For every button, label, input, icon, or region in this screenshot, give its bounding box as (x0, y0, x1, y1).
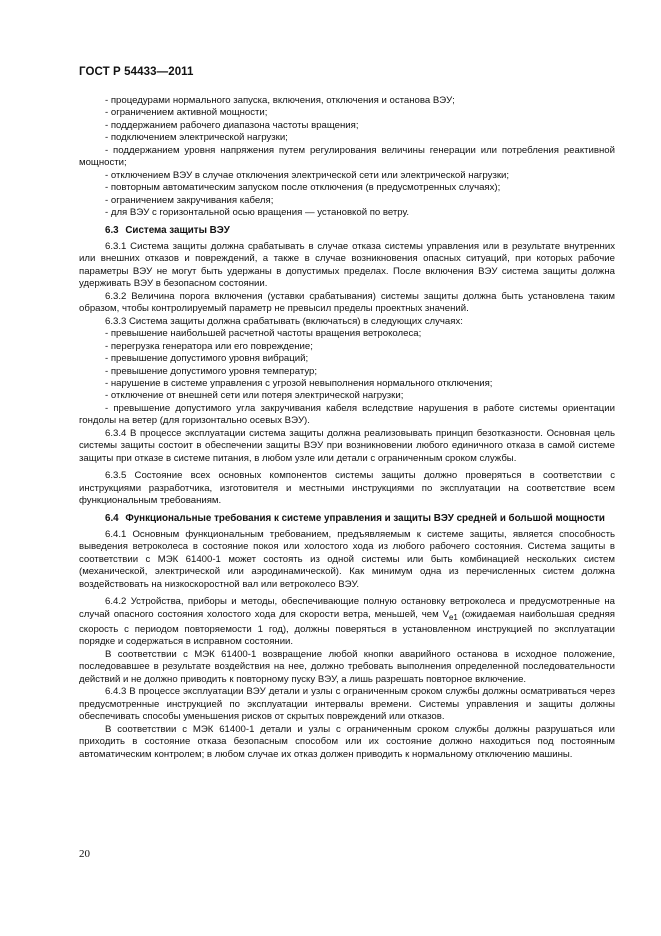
page-number: 20 (79, 848, 90, 860)
paragraph-6-3-1: 6.3.1 Система защиты должна срабатывать в случае отказа системы управления или в результате внутренних или внешних отказов и повреждений, а также в случае возникновения опасных ситуаций, при которых рабочие параметры ВЭУ не могут быть удержаны в допустимых пределах. После включения ВЭУ система защиты должна удерживать ВЭУ в безопасном состоянии. (79, 240, 615, 290)
list-item: - поддержанием рабочего диапазона частоты вращения; (105, 119, 359, 131)
list-item: - отключение от внешней сети или потеря электрической нагрузки; (105, 390, 404, 402)
subscript: e1 (448, 612, 458, 622)
paragraph-6-3-5: 6.3.5 Состояние всех основных компонентов системы защиты должно проверяться в соответствии с инструкциями разработчика, изготовителя и местными инструкциями по эксплуатации на соответствие всем функциональным требованиям. (79, 470, 615, 507)
list-item: - поддержанием уровня напряжения путем регулирования величины генерации или потребления реактивной мощности; (79, 144, 615, 169)
paragraph-6-4-3-note: В соответствии с МЭК 61400-1 детали и узлы с ограниченным сроком службы должны разрушаться или приходить в состояние отказа безопасным способом или их состояние должно находиться под постоянным автоматическим контролем; в любом случае их отказ должен приводить к нормальному отключению машины. (79, 723, 615, 760)
list-item: - превышение допустимого уровня вибраций; (105, 353, 309, 365)
section-heading-6-4 (79, 513, 615, 525)
paragraph-6-4-2-note: В соответствии с МЭК 61400-1 возвращение любой кнопки аварийного останова в исходное положение, последовавшее в результате воздействия на нее, должно требовать выполнения определенной последовательности действий и не должно приводить к повторному пуску ВЭУ, а лишь разрешать повторное включение. (79, 648, 615, 685)
list-item: - превышение допустимого уровня температур; (105, 365, 318, 377)
standard-header: ГОСТ Р 54433—2011 (79, 66, 194, 78)
list-item: - процедурами нормального запуска, включения, отключения и останова ВЭУ; (105, 95, 455, 106)
list-item: - нарушение в системе управления с угрозой невыполнения нормального отключения; (105, 377, 493, 389)
paragraph-6-4-2 (79, 596, 615, 649)
list-item: - ограничением активной мощности; (105, 107, 268, 119)
paragraph-6-3-2: 6.3.2 Величина порога включения (уставки срабатывания) системы защиты должна быть установлена таким образом, чтобы контролируемый параметр не превысил пределы проектных значений. (79, 290, 615, 315)
control-functions-list (79, 95, 615, 220)
paragraph-6-3-3: 6.3.3 Система защиты должна срабатывать (включаться) в следующих случаях: (105, 315, 463, 327)
list-item: - ограничением закручивания кабеля; (105, 194, 274, 206)
paragraph-6-3-4: 6.3.4 В процессе эксплуатации система защиты должна реализовывать принцип безотказности. Основная цель системы защиты состоит в обеспечении защиты ВЭУ при возникновении любого единичного отказа в самой системе защиты при отказе в системе питания, в любом узле или детали с ограниченным сроком службы. (79, 427, 615, 464)
list-item: - превышение наибольшей расчетной частоты вращения ветроколеса; (105, 328, 422, 340)
paragraph-6-4-3: 6.4.3 В процессе эксплуатации ВЭУ детали и узлы с ограниченным сроком службы должны осматриваться через предусмотренные инструкцией по эксплуатации интервалы времени. Системы управления и защиты должны обеспечивать способы уменьшения рисков от скрытых повреждений или отказов. (79, 686, 615, 723)
paragraph-text: 6.4.2 Устройства, приборы и методы, обеспечивающие полную остановку ветроколеса и предусмотренные на случай опасного состояния холостого хода для скорости ветра, меньшей, чем V (79, 596, 615, 620)
paragraph-text: (ожидаемая наибольшая средняя скорость с периодом повторяемости 1 год), должны поверяться в установленном инструкцией по эксплуатации порядке и содержаться в исправном состоянии. (79, 608, 615, 648)
protection-triggers-list (79, 328, 615, 428)
section-title: Система защиты ВЭУ (125, 224, 230, 236)
section-title: Функциональные требования к системе управления и защиты ВЭУ средней и большой мощности (125, 512, 605, 524)
list-item: - повторным автоматическим запуском после отключения (в предусмотренных случаях); (105, 182, 501, 194)
list-item: - превышение допустимого угла закручивания кабеля вследствие нарушения в работе системы ориентации гондолы на ветер (для горизонтально осевых ВЭУ). (79, 402, 615, 427)
page-content (79, 95, 615, 761)
list-item: - отключением ВЭУ в случае отключения электрической сети или электрической нагрузки; (105, 169, 510, 181)
list-item: - перегрузка генератора или его повреждение; (105, 340, 313, 352)
section-heading-6-3 (79, 225, 615, 237)
list-item: - подключением электрической нагрузки; (105, 132, 288, 144)
section-number: 6.3 (105, 224, 119, 236)
section-number: 6.4 (105, 512, 119, 524)
list-item: - для ВЭУ с горизонтальной осью вращения — установкой по ветру. (105, 207, 410, 219)
paragraph-6-4-1: 6.4.1 Основным функциональным требованием, предъявляемым к системе защиты, является способность выведения ветроколеса в состояние покоя или холостого хода из любого рабочего состояния. Система защиты в соответствии с МЭК 61400-1 может состоять из одной системы или быть комбинацией нескольких систем (механической, электрической или аэродинамической). Как минимум одна из перечисленных систем должна воздействовать на низкоскоростной вал или ветроколесо ВЭУ. (79, 528, 615, 590)
